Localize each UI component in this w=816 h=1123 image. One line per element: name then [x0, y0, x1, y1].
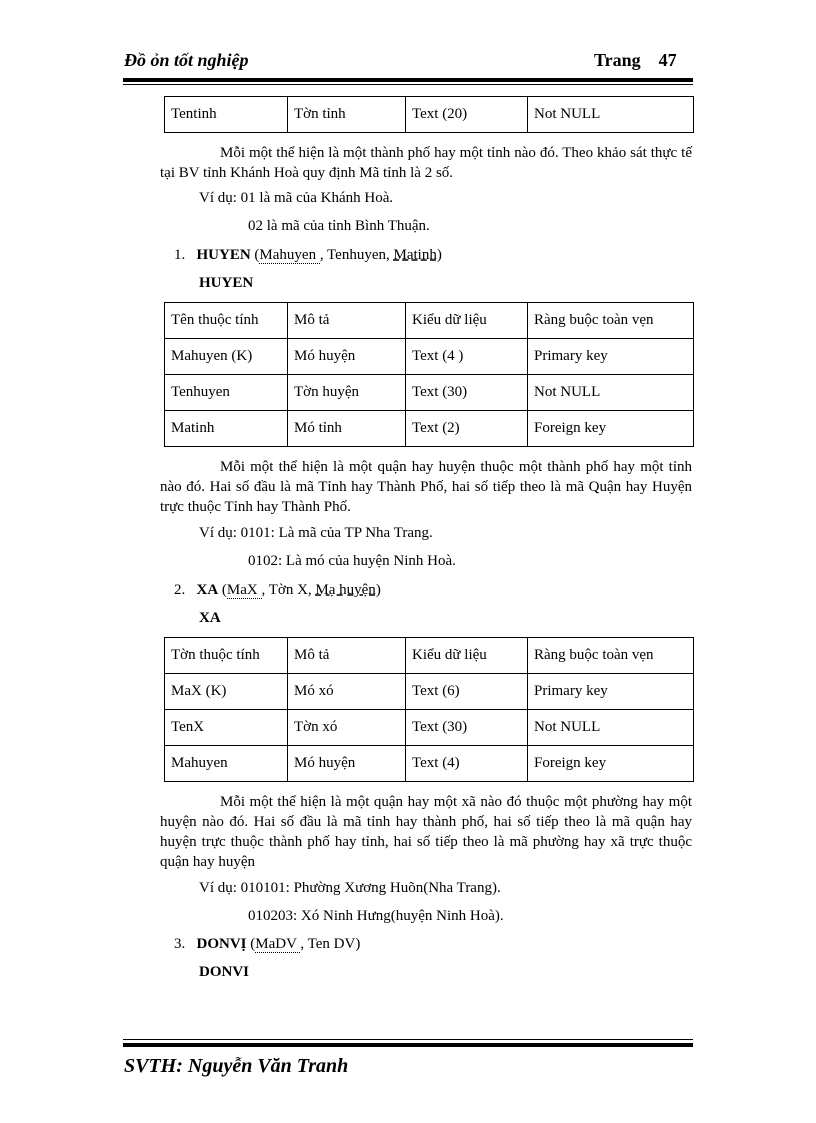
table-cell: Text (4 ) — [406, 339, 528, 375]
example-line: Ví dụ: 010101: Phường Xương Huõn(Nha Trang). — [199, 880, 501, 896]
section-number: 2. — [174, 582, 186, 598]
table-cell: Tờn xó — [288, 710, 406, 746]
page-label: Trang — [594, 50, 641, 70]
table-cell: Primary key — [528, 339, 694, 375]
table-cell: Mahuyen (K) — [165, 339, 288, 375]
table-cell: Mó huyện — [288, 746, 406, 782]
primary-key: Mahuyen — [259, 247, 320, 263]
table-cell: Tenhuyen — [165, 375, 288, 411]
table-cell: TenX — [165, 710, 288, 746]
table-header-cell: Kiểu dữ liệu — [406, 303, 528, 339]
table-cell: Not NULL — [528, 710, 694, 746]
table-row — [165, 339, 694, 375]
punct: ) — [375, 582, 381, 598]
punct: ( — [246, 936, 256, 952]
foreign-key: Mạ huyện — [315, 582, 376, 598]
table-cell: Text (30) — [406, 710, 528, 746]
paragraph-xa — [160, 792, 692, 872]
example-line: Ví dụ: 01 là mã của Khánh Hoà. — [199, 190, 394, 206]
table-title-xa: XA — [199, 610, 221, 626]
table-cell: MaX (K) — [165, 674, 288, 710]
table-cell: Text (20) — [406, 97, 528, 133]
table-header-cell: Ràng buộc toàn vẹn — [528, 638, 694, 674]
punct: ) — [436, 247, 442, 263]
entity-name: DONVỊ — [196, 936, 247, 952]
table-row — [165, 746, 694, 782]
section-heading-xa — [174, 582, 381, 599]
table-row — [165, 674, 694, 710]
table-cell: Mahuyen — [165, 746, 288, 782]
table-cell: Text (4) — [406, 746, 528, 782]
table-row — [165, 375, 694, 411]
table-header-cell: Mô tả — [288, 638, 406, 674]
table-cell: Not NULL — [528, 97, 694, 133]
entity-name: XA — [196, 582, 219, 598]
table-header-cell: Kiểu dữ liệu — [406, 638, 528, 674]
page-indicator — [594, 50, 677, 71]
table-row — [165, 97, 694, 133]
paragraph-huyen — [160, 457, 692, 517]
footer-author: SVTH: Nguyễn Văn Tranh — [124, 1055, 349, 1077]
paragraph-text: Mỗi một thể hiện là một quận hay một xã nào đó thuộc một phường hay một huyện nào đó. Hai số đầu là mã tỉnh hay thành phố, hai số tiếp theo là mã quận hay huyện trực thuộc thành phố hay tỉnh, hai số tiếp theo là mã phường hay xã trực thuộc quận hay huyện — [160, 794, 692, 870]
table-cell: Foreign key — [528, 411, 694, 447]
primary-key: MaX — [226, 582, 262, 598]
example-line: Ví dụ: 0101: Là mã của TP Nha Trang. — [199, 525, 433, 541]
xa-table — [164, 637, 694, 782]
header-rule-thin — [123, 84, 693, 85]
entity-name: HUYEN — [196, 247, 251, 263]
paragraph-text: Mỗi một thể hiện là một thành phố hay một tỉnh nào đó. Theo khảo sát thực tế tại BV tỉnh Khánh Hoà quy định Mã tỉnh là 2 số. — [160, 145, 692, 181]
table-cell: Text (2) — [406, 411, 528, 447]
example-line: 010203: Xó Ninh Hưng(huyện Ninh Hoà). — [248, 908, 504, 924]
foreign-key: Matinh — [393, 247, 437, 263]
table-cell: Mó huyện — [288, 339, 406, 375]
table-cell: Foreign key — [528, 746, 694, 782]
section-heading-huyen — [174, 247, 442, 264]
table-cell: Tentinh — [165, 97, 288, 133]
footer-rule-thin — [123, 1039, 693, 1040]
paragraph-tinh — [160, 143, 692, 183]
header-rule-thick — [123, 78, 693, 82]
example-line: 02 là mã của tỉnh Bình Thuận. — [248, 218, 430, 234]
table-cell: Tờn tỉnh — [288, 97, 406, 133]
punct: ( — [218, 582, 227, 598]
table-row — [165, 411, 694, 447]
table-cell: Mó xó — [288, 674, 406, 710]
paragraph-text: Mỗi một thể hiện là một quận hay huyện thuộc một thành phố hay một tỉnh nào đó. Hai số đầu là mã Tỉnh hay Thành Phố, hai số tiếp theo là mã Quận hay Huyện trực thuộc Tỉnh hay Thành Phố. — [160, 459, 692, 515]
table-cell: Matinh — [165, 411, 288, 447]
table-cell: Tờn huyện — [288, 375, 406, 411]
attribute: , Tờn X, — [261, 582, 316, 598]
punct: ( — [250, 247, 260, 263]
table-header-row — [165, 638, 694, 674]
huyen-table — [164, 302, 694, 447]
table-cell: Text (6) — [406, 674, 528, 710]
footer-rule-thick — [123, 1043, 693, 1047]
table-header-cell: Mô tả — [288, 303, 406, 339]
table-cell: Not NULL — [528, 375, 694, 411]
table-header-cell: Tên thuộc tính — [165, 303, 288, 339]
page-number: 47 — [658, 50, 677, 70]
table-cell: Text (30) — [406, 375, 528, 411]
table-cell: Primary key — [528, 674, 694, 710]
table-cell: Mó tỉnh — [288, 411, 406, 447]
example-line: 0102: Là mó của huyện Ninh Hoà. — [248, 553, 456, 569]
section-heading-donvi — [174, 936, 360, 953]
table-header-cell: Tờn thuộc tính — [165, 638, 288, 674]
table-header-row — [165, 303, 694, 339]
table-row — [165, 710, 694, 746]
attribute: , Tenhuyen, — [319, 247, 394, 263]
table-header-cell: Ràng buộc toàn vẹn — [528, 303, 694, 339]
table-title-donvi: DONVI — [199, 964, 250, 980]
table-title-huyen: HUYEN — [199, 275, 254, 291]
document-title: Đồ ỏn tốt nghiệp — [124, 50, 249, 70]
section-number: 3. — [174, 936, 186, 952]
section-number: 1. — [174, 247, 186, 263]
primary-key: MaDV — [255, 936, 301, 952]
tinh-table-continuation — [164, 96, 694, 133]
attribute: , Ten DV) — [300, 936, 361, 952]
